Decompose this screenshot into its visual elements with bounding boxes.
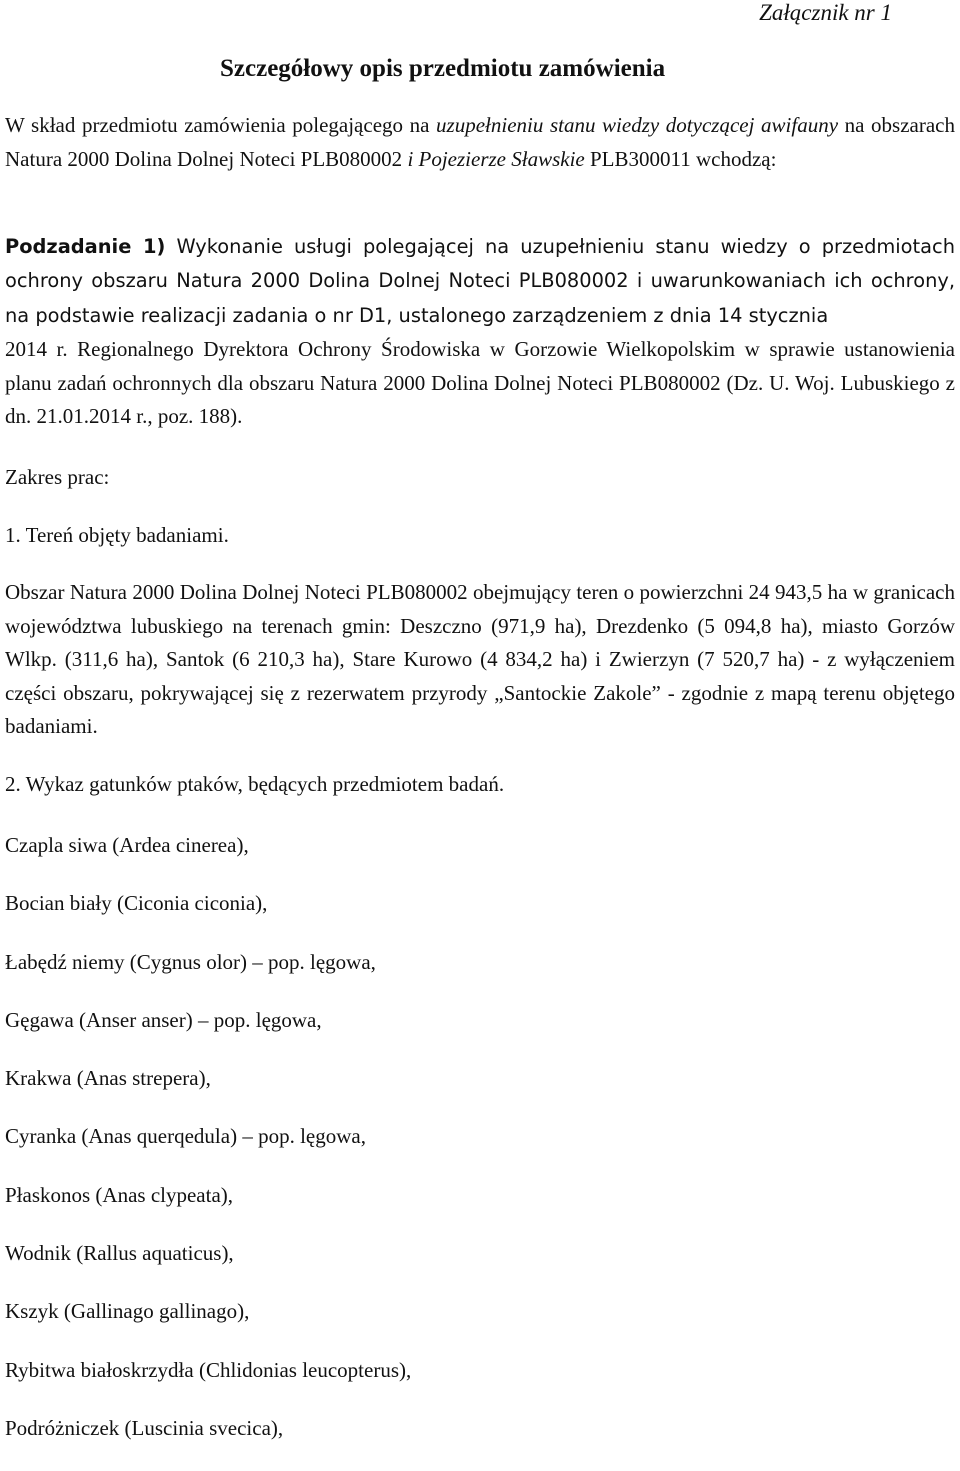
species-item: Rybitwa białoskrzydła (Chlidonias leucopterus), bbox=[5, 1357, 412, 1382]
intro-italic-1: uzupełnieniu stanu wiedzy dotyczącej awifauny bbox=[436, 113, 839, 137]
species-item: Krakwa (Anas strepera), bbox=[5, 1066, 211, 1091]
annex-label: Załącznik nr 1 bbox=[759, 0, 892, 25]
document-title: Szczegółowy opis przedmiotu zamówienia bbox=[220, 55, 666, 82]
intro-text-1: W skład przedmiotu zamówienia polegającego na bbox=[5, 113, 437, 137]
species-item: Cyranka (Anas querqedula) – pop. lęgowa, bbox=[5, 1124, 366, 1149]
section-1-paragraph: Obszar Natura 2000 Dolina Dolnej Noteci PLB080002 obejmujący teren o powierzchni 24 943,5 ha w granicach województwa lubuskiego na terenach gmin: Deszczno (971,9 ha), Drezdenko (5 094,8 ha), miasto Gorzów Wlkp. (311,6 ha), Santok (6 210,3 ha), Stare Kurowo (4 834,2 ha) i Zwierzyn (7 520,7 ha) - z wyłączeniem części obszaru, pokrywającej się z rezerwatem przyrody „Santockie Zakole” - zgodnie z mapą terenu objętego badaniami. bbox=[5, 580, 955, 739]
subtask-paragraph-continued: 2014 r. Regionalnego Dyrektora Ochrony Środowiska w Gorzowie Wielkopolskim w sprawie ustanowienia planu zadań ochronnych dla obszaru Natura 2000 Dolina Dolnej Noteci PLB080002 (Dz. U. Woj. Lubuskiego z dn. 21.01.2014 r., poz. 188). bbox=[5, 337, 955, 429]
section-2-heading: 2. Wykaz gatunków ptaków, będących przedmiotem badań. bbox=[5, 772, 505, 796]
species-item: Bocian biały (Ciconia ciconia), bbox=[5, 891, 268, 916]
intro-text-3: PLB300011 wchodzą: bbox=[584, 146, 777, 171]
species-item: Płaskonos (Anas clypeata), bbox=[5, 1182, 234, 1207]
intro-paragraph bbox=[5, 109, 955, 176]
species-item: Łabędź niemy (Cygnus olor) – pop. lęgowa, bbox=[5, 949, 376, 974]
species-item: Czapla siwa (Ardea cinerea), bbox=[5, 833, 249, 857]
subtask-text: Wykonanie usługi polegającej na uzupełnieniu stanu wiedzy o przedmiotach ochrony obszaru Natura 2000 Dolina Dolnej Noteci PLB080002 i uwarunkowaniach ich ochrony, na podstawie realizacji zadania o nr D1, ustalonego zarządzeniem z dnia 14 stycznia bbox=[5, 235, 955, 327]
species-item: Wodnik (Rallus aquaticus), bbox=[5, 1241, 234, 1266]
scope-label: Zakres prac: bbox=[5, 465, 110, 489]
subtask-label: Podzadanie 1) bbox=[5, 235, 166, 258]
species-item: Podróżniczek (Luscinia svecica), bbox=[5, 1415, 284, 1440]
species-item: Gęgawa (Anser anser) – pop. lęgowa, bbox=[5, 1007, 322, 1032]
section-1-heading: 1. Tereń objęty badaniami. bbox=[5, 523, 229, 547]
species-list bbox=[5, 830, 411, 1471]
intro-text-2: na obszarach Natura 2000 Dolina Dolnej Noteci PLB080002 bbox=[5, 113, 955, 171]
subtask-paragraph bbox=[5, 230, 955, 333]
intro-italic-2: i Pojezierze Sławskie bbox=[407, 146, 585, 171]
species-item: Kszyk (Gallinago gallinago), bbox=[5, 1299, 250, 1324]
